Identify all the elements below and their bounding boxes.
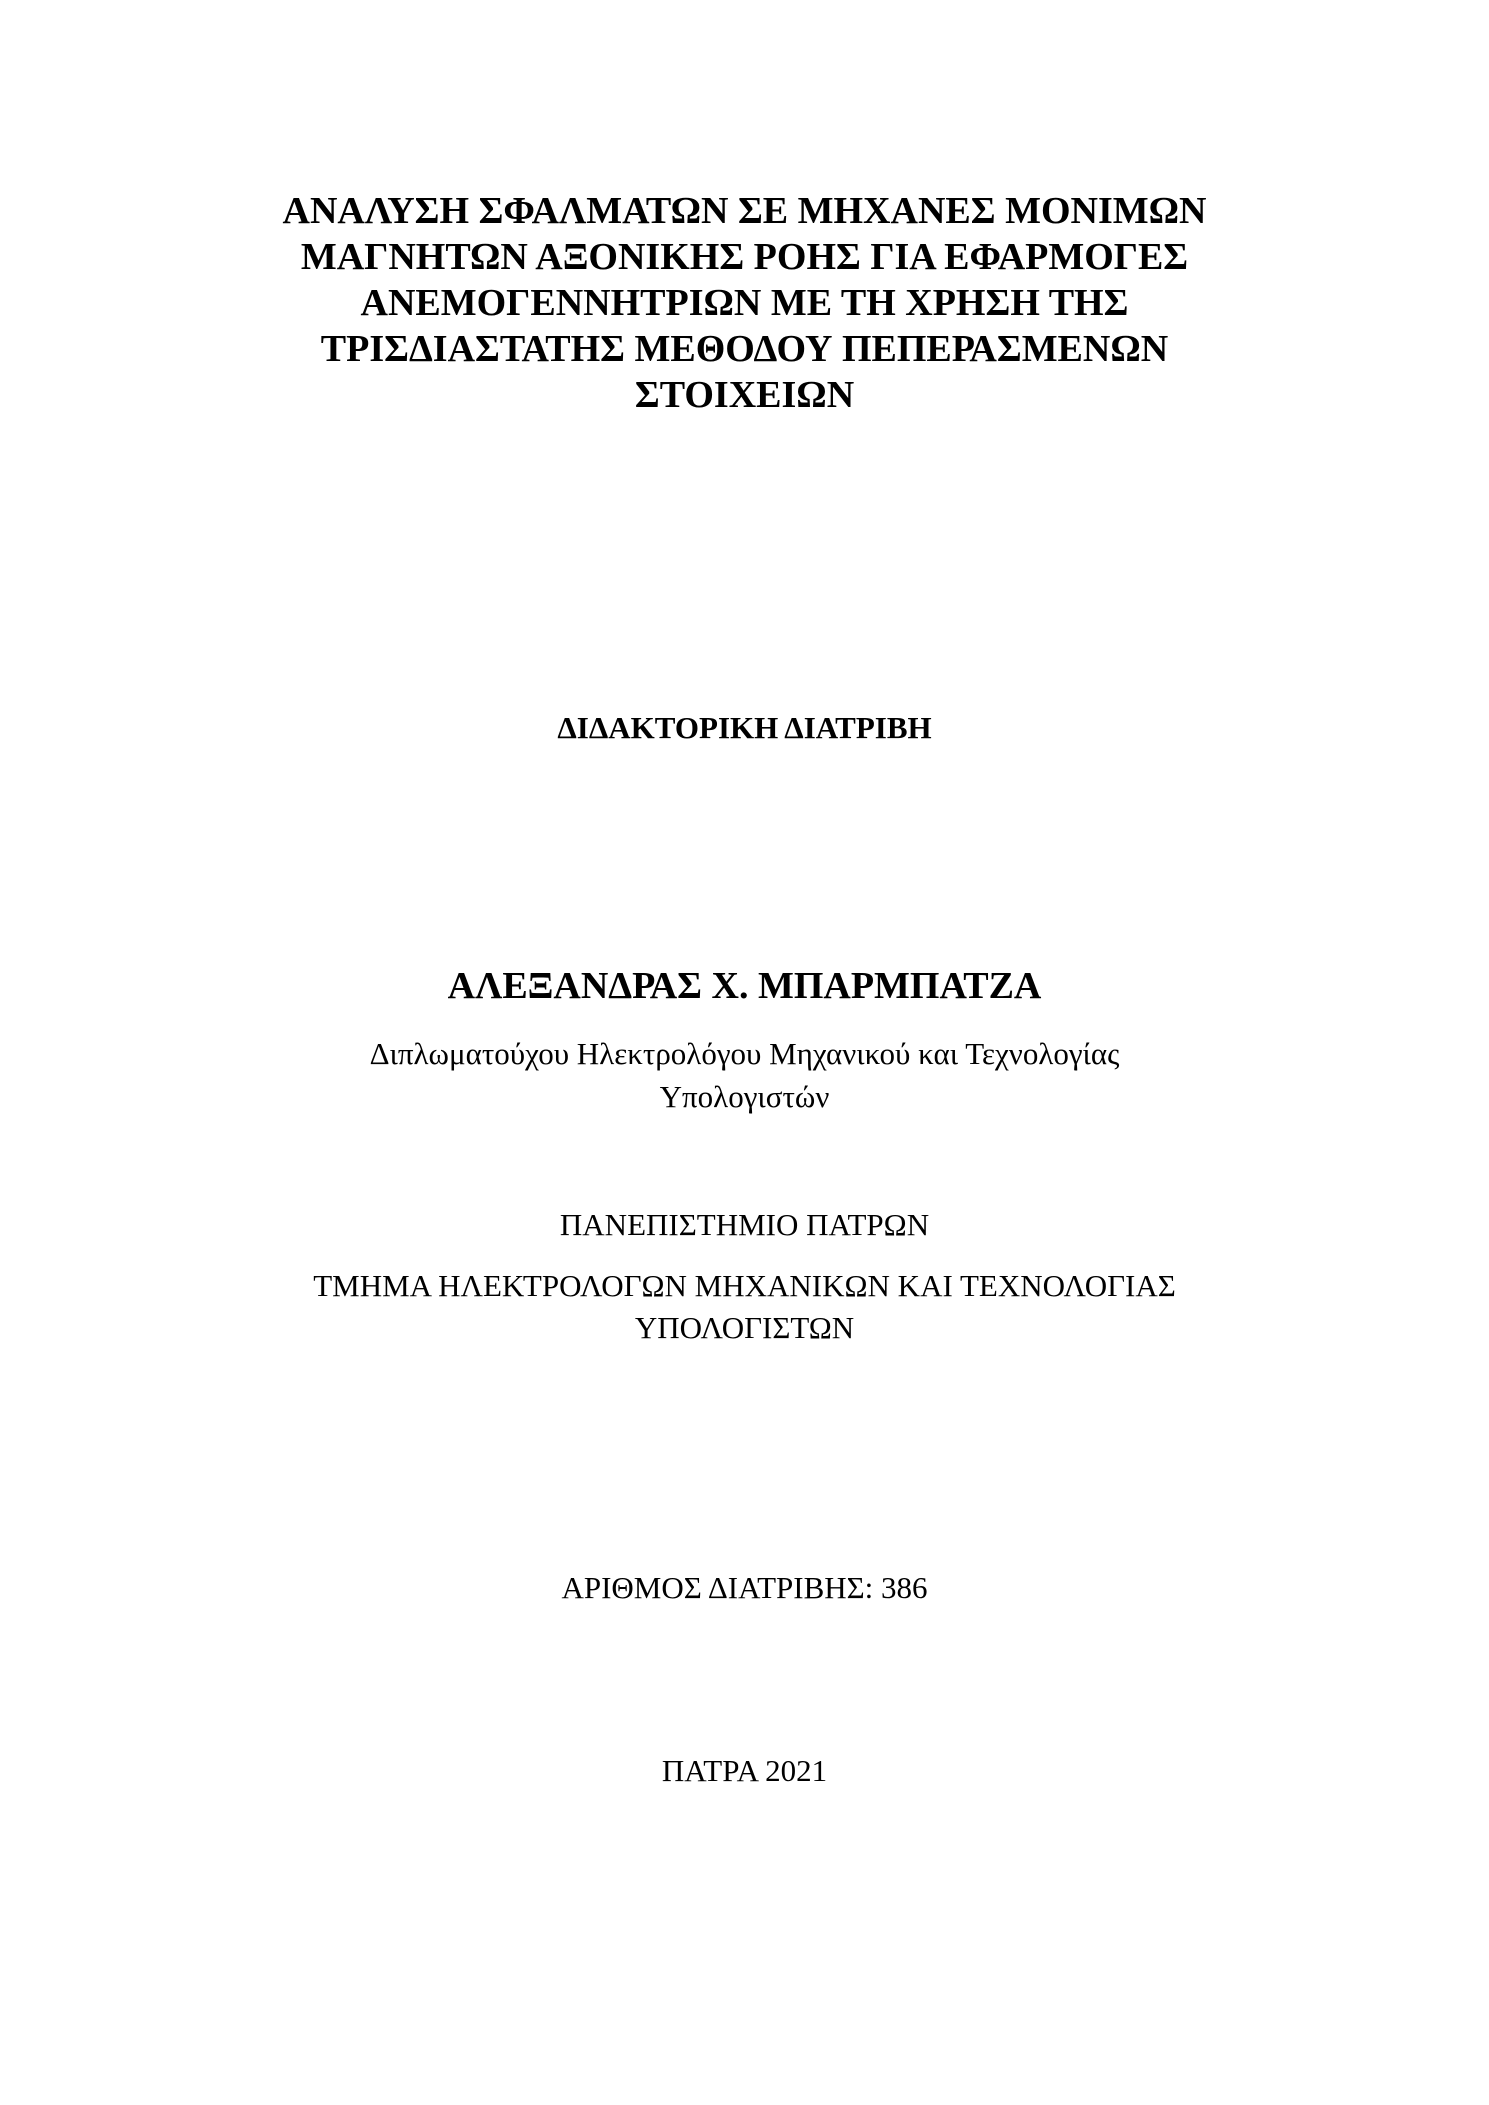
author-degree-line-1: Διπλωματούχου Ηλεκτρολόγου Μηχανικού και Τεχνολογίας: [369, 1036, 1120, 1071]
thesis-title-line-2: ΜΑΓΝΗΤΩΝ ΑΞΟΝΙΚΗΣ ΡΟΗΣ ΓΙΑ ΕΦΑΡΜΟΓΕΣ: [300, 236, 1189, 278]
place-and-date: ΠΑΤΡΑ 2021: [661, 1753, 828, 1788]
thesis-title-line-3: ΑΝΕΜΟΓΕΝΝΗΤΡΙΩΝ ΜΕ ΤΗ ΧΡΗΣΗ ΤΗΣ: [360, 282, 1129, 324]
thesis-title-line-1: ΑΝΑΛΥΣΗ ΣΦΑΛΜΑΤΩΝ ΣΕ ΜΗΧΑΝΕΣ ΜΟΝΙΜΩΝ: [282, 190, 1207, 232]
thesis-title-line-4: ΤΡΙΣΔΙΑΣΤΑΤΗΣ ΜΕΘΟΔΟΥ ΠΕΠΕΡΑΣΜΕΝΩΝ: [320, 328, 1169, 370]
department-line-1: ΤΜΗΜΑ ΗΛΕΚΤΡΟΛΟΓΩΝ ΜΗΧΑΝΙΚΩΝ ΚΑΙ ΤΕΧΝΟΛΟΓΙΑΣ: [313, 1268, 1176, 1303]
thesis-number: ΑΡΙΘΜΟΣ ΔΙΑΤΡΙΒΗΣ: 386: [561, 1570, 928, 1605]
author-degree-line-2: Υπολογιστών: [659, 1079, 830, 1114]
university-name: ΠΑΝΕΠΙΣΤΗΜΙΟ ΠΑΤΡΩΝ: [559, 1207, 930, 1242]
thesis-title-line-5: ΣΤΟΙΧΕΙΩΝ: [634, 374, 855, 416]
thesis-type: ΔΙΔΑΚΤΟΡΙΚΗ ΔΙΑΤΡΙΒΗ: [557, 710, 932, 745]
author-name: ΑΛΕΞΑΝΔΡΑΣ Χ. ΜΠΑΡΜΠΑΤΖΑ: [447, 965, 1042, 1007]
department-line-2: ΥΠΟΛΟΓΙΣΤΩΝ: [634, 1310, 855, 1345]
